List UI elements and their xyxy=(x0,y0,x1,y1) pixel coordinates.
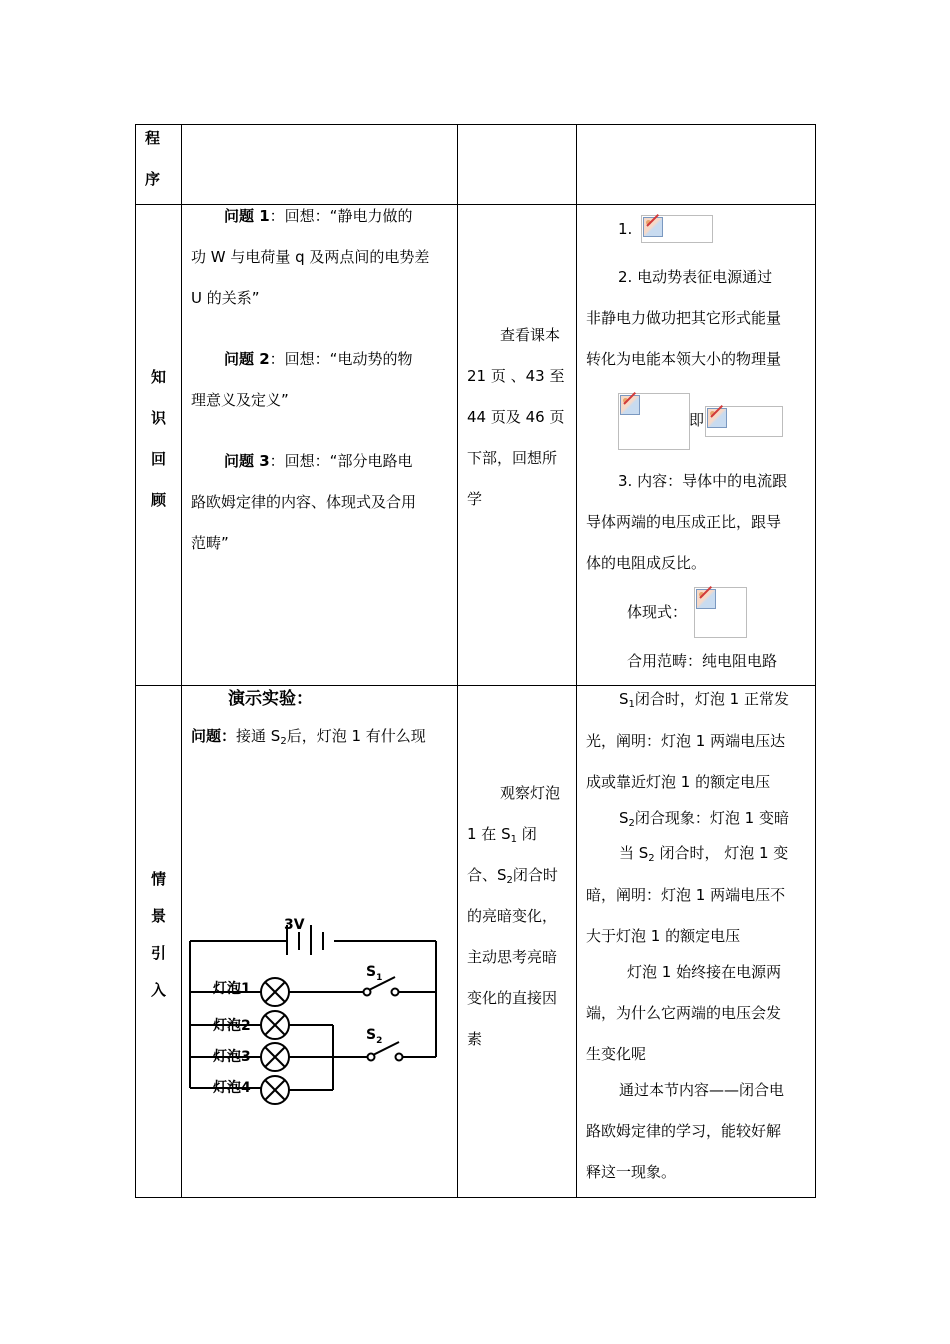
question-1-label: 问题 1 xyxy=(224,207,270,225)
activity-text: 合、S xyxy=(467,866,507,884)
question-2 xyxy=(224,352,412,367)
border-top xyxy=(135,124,816,125)
subscript: 1 xyxy=(376,973,383,983)
formula-image-ohm xyxy=(694,587,747,638)
answer-line: 端，为什么它两端的电压会发 xyxy=(586,1004,782,1022)
question-3-label: 问题 3 xyxy=(224,452,270,470)
formula-image-emf xyxy=(618,393,690,450)
answer-line: 大于灯泡 1 的额定电压 xyxy=(586,927,741,945)
label-char: 情 xyxy=(151,870,167,888)
activity-line: 查看课本 xyxy=(500,326,561,344)
activity-text: 闭合时 xyxy=(512,866,558,884)
subscript: 2 xyxy=(376,1036,383,1046)
demo-question-text: 后，灯泡 1 有什么现 xyxy=(286,727,426,745)
answer-line xyxy=(619,809,789,829)
activity-line: 下部，回想所 xyxy=(467,449,558,467)
header-char: 程 xyxy=(145,129,161,147)
answer-line: 成或靠近灯泡 1 的额定电压 xyxy=(586,773,771,791)
answer-2-line1: 2. 电动势表征电源通过 xyxy=(618,268,773,286)
circuit-diagram xyxy=(183,905,453,1110)
switch-s2-label xyxy=(366,1027,382,1046)
border-col3 xyxy=(576,124,577,1198)
question-3-line2: 路欧姆定律的内容、体现式及合用 xyxy=(191,493,417,511)
answer-text: 当 S xyxy=(619,844,649,862)
answer-text: 闭合时， 灯泡 1 变 xyxy=(654,844,789,862)
border-row1 xyxy=(135,204,816,205)
formula-image-w-qu xyxy=(641,215,713,243)
answer-line: 释这一现象。 xyxy=(586,1163,677,1181)
switch-contact xyxy=(392,989,399,996)
answer-1-number: 1. xyxy=(618,220,633,238)
label-char: 识 xyxy=(151,409,167,427)
switch-contact xyxy=(396,1054,403,1061)
battery-label: 3V xyxy=(284,917,305,933)
answer-3-line2: 导体两端的电压成正比，跟导 xyxy=(586,513,782,531)
activity-line: 学 xyxy=(467,490,483,508)
border-left xyxy=(135,124,136,1198)
activity-line: 素 xyxy=(467,1030,483,1048)
answer-3-line1: 3. 内容：导体中的电流跟 xyxy=(618,472,788,490)
question-3 xyxy=(224,454,412,469)
activity-text: 1 在 S xyxy=(467,825,511,843)
answer-3-line3: 体的电阻成反比。 xyxy=(586,554,707,572)
label-char: 顾 xyxy=(151,491,167,509)
activity-line: 观察灯泡 xyxy=(500,784,561,802)
answer-line: 灯泡 1 始终接在电源两 xyxy=(627,963,782,981)
answer-text: 闭合现象：灯泡 1 变暗 xyxy=(634,809,789,827)
demo-question-label: 问题： xyxy=(191,727,237,745)
activity-line: 44 页及 46 页 xyxy=(467,408,565,426)
answer-text: S xyxy=(619,809,629,827)
header-char: 序 xyxy=(145,170,161,188)
question-2-text: ：回想：“电动势的物 xyxy=(269,350,413,368)
activity-line: 主动思考亮暗 xyxy=(467,948,558,966)
answer-line: 生变化呢 xyxy=(586,1045,647,1063)
bulb-1-label: 灯泡1 xyxy=(213,981,251,997)
question-2-label: 问题 2 xyxy=(224,350,270,368)
answer-2-line3: 转化为电能本领大小的物理量 xyxy=(586,350,782,368)
label-char: 入 xyxy=(151,981,167,999)
question-1-text: ：回想：“静电力做的 xyxy=(269,207,413,225)
answer-line: 暗，阐明：灯泡 1 两端电压不 xyxy=(586,886,786,904)
switch-s1-label xyxy=(366,964,382,983)
broken-image-icon xyxy=(620,395,640,415)
subscript: 1 xyxy=(510,834,517,845)
question-1 xyxy=(224,209,412,224)
question-1-line2: 功 W 与电荷量 q 及两点间的电势差 xyxy=(191,248,430,266)
border-right xyxy=(815,124,816,1198)
bulb-2-label: 灯泡2 xyxy=(213,1018,251,1034)
label-char: 知 xyxy=(151,368,167,386)
label-char: 回 xyxy=(151,450,167,468)
label-char: 引 xyxy=(151,944,167,962)
subscript: 2 xyxy=(628,818,635,829)
demo-question-text: 接通 S xyxy=(236,727,281,745)
border-bottom xyxy=(135,1197,816,1198)
switch-s1-label-main: S xyxy=(366,964,377,980)
formula-image-emf-def xyxy=(705,406,783,437)
answer-line: 通过本节内容——闭合电 xyxy=(619,1081,785,1099)
answer-2-line2: 非静电力做功把其它形式能量 xyxy=(586,309,782,327)
activity-text: 闭 xyxy=(516,825,537,843)
activity-line: 21 页 、43 至 xyxy=(467,367,565,385)
demo-title: 演示实验： xyxy=(228,689,313,709)
activity-line xyxy=(467,825,537,845)
activity-line: 变化的直接因 xyxy=(467,989,558,1007)
bulb-3-label: 灯泡3 xyxy=(213,1049,251,1065)
answer-text: 闭合时，灯泡 1 正常发 xyxy=(634,690,789,708)
demo-question xyxy=(191,727,426,747)
activity-line xyxy=(467,866,558,886)
subscript: 2 xyxy=(506,875,513,886)
ji-text: 即 xyxy=(689,411,705,429)
answer-line xyxy=(619,690,789,710)
question-3-line3: 范畴” xyxy=(191,534,229,552)
formula-label: 体现式： xyxy=(627,603,688,621)
scope-text: 合用范畴：纯电阻电路 xyxy=(627,652,778,670)
answer-line xyxy=(619,844,789,864)
answer-line: 路欧姆定律的学习，能较好解 xyxy=(586,1122,782,1140)
border-col1 xyxy=(181,124,182,1198)
border-row2 xyxy=(135,685,816,686)
bulb-4-label: 灯泡4 xyxy=(213,1080,251,1096)
question-1-line3: U 的关系” xyxy=(191,289,260,307)
subscript: 1 xyxy=(628,699,635,710)
subscript: 2 xyxy=(648,853,655,864)
border-col2 xyxy=(457,124,458,1198)
question-3-text: ：回想：“部分电路电 xyxy=(269,452,413,470)
switch-s2-label-main: S xyxy=(366,1027,377,1043)
question-2-line2: 理意义及定义” xyxy=(191,391,289,409)
answer-line: 光，阐明：灯泡 1 两端电压达 xyxy=(586,732,786,750)
answer-text: S xyxy=(619,690,629,708)
broken-image-icon xyxy=(643,217,663,237)
broken-image-icon xyxy=(707,408,727,428)
label-char: 景 xyxy=(151,907,167,925)
subscript: 2 xyxy=(280,736,287,747)
activity-line: 的亮暗变化， xyxy=(467,907,558,925)
broken-image-icon xyxy=(696,589,716,609)
